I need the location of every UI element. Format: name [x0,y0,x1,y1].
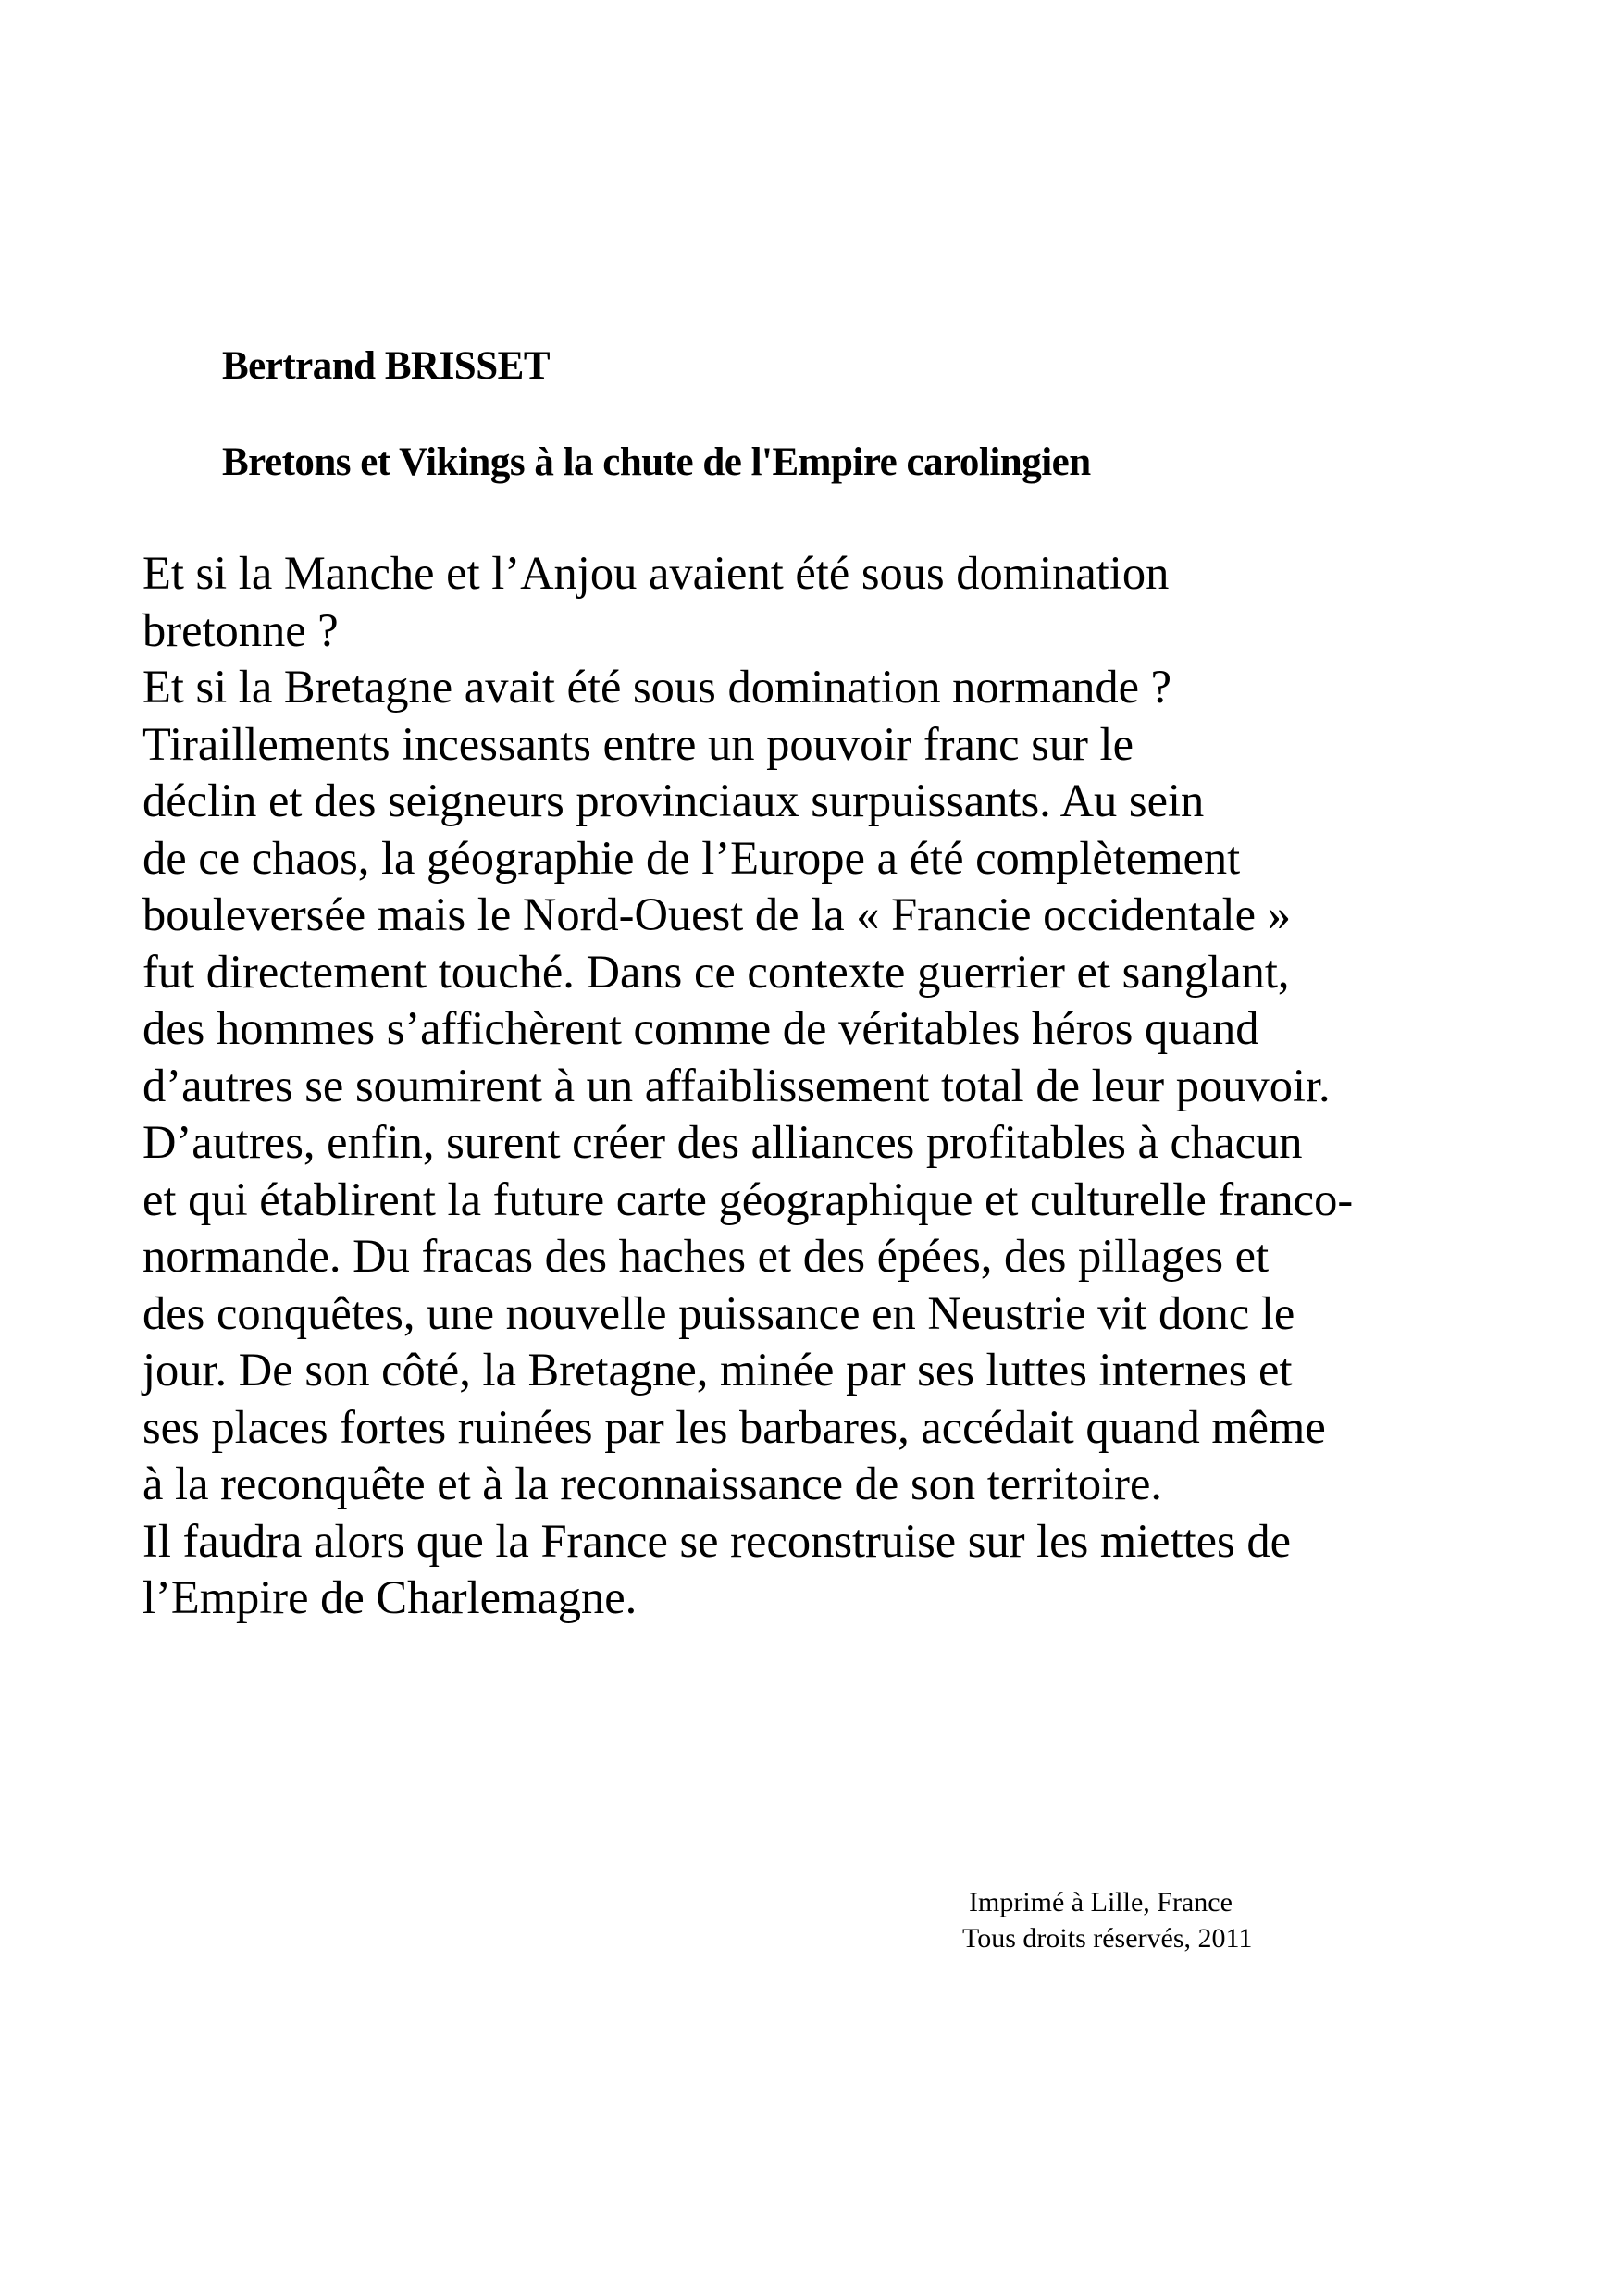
summary-line: Tiraillements incessants entre un pouvoir franc sur le [142,717,1134,770]
summary-line: jour. De son côté, la Bretagne, minée par ses luttes internes et [142,1344,1293,1396]
summary-line: normande. Du fracas des haches et des épées, des pillages et [142,1230,1270,1282]
summary-line: des conquêtes, une nouvelle puissance en Neustrie vit donc le [142,1286,1295,1339]
book-title: Bretons et Vikings à la chute de l'Empire carolingien [222,441,1091,484]
summary-line: déclin et des seigneurs provinciaux surpuissants. Au sein [142,775,1205,826]
summary-line: l’Empire de Charlemagne. [142,1571,638,1623]
summary-line: bouleversée mais le Nord-Ouest de la « Francie occidentale » [142,888,1291,940]
summary-line: Et si la Bretagne avait été sous domination normande ? [142,661,1172,713]
summary-line: Il faudra alors que la France se reconstruise sur les miettes de [142,1514,1291,1567]
summary-line: fut directement touché. Dans ce contexte guerrier et sanglant, [142,945,1290,998]
summary-line: Et si la Manche et l’Anjou avaient été sous domination [142,547,1170,599]
summary-line: à la reconquête et à la reconnaissance de son territoire. [142,1458,1163,1509]
colophon [962,1884,1252,1956]
print-location: Imprimé à Lille, France [969,1887,1233,1917]
summary-line: d’autres se soumirent à un affaiblissement total de leur pouvoir. [142,1059,1331,1111]
copyright-notice: Tous droits réservés, 2011 [962,1923,1253,1954]
summary-line: des hommes s’affichèrent comme de véritables héros quand [142,1002,1259,1054]
back-cover-summary [142,545,1466,1627]
author-name: Bertrand BRISSET [222,344,550,388]
summary-line: et qui établirent la future carte géographique et culturelle franco- [142,1173,1354,1225]
summary-line: bretonne ? [142,603,339,656]
summary-line: de ce chaos, la géographie de l’Europe a été complètement [142,831,1241,884]
summary-line: D’autres, enfin, surent créer des alliances profitables à chacun [142,1116,1303,1168]
summary-line: ses places fortes ruinées par les barbares, accédait quand même [142,1400,1326,1453]
